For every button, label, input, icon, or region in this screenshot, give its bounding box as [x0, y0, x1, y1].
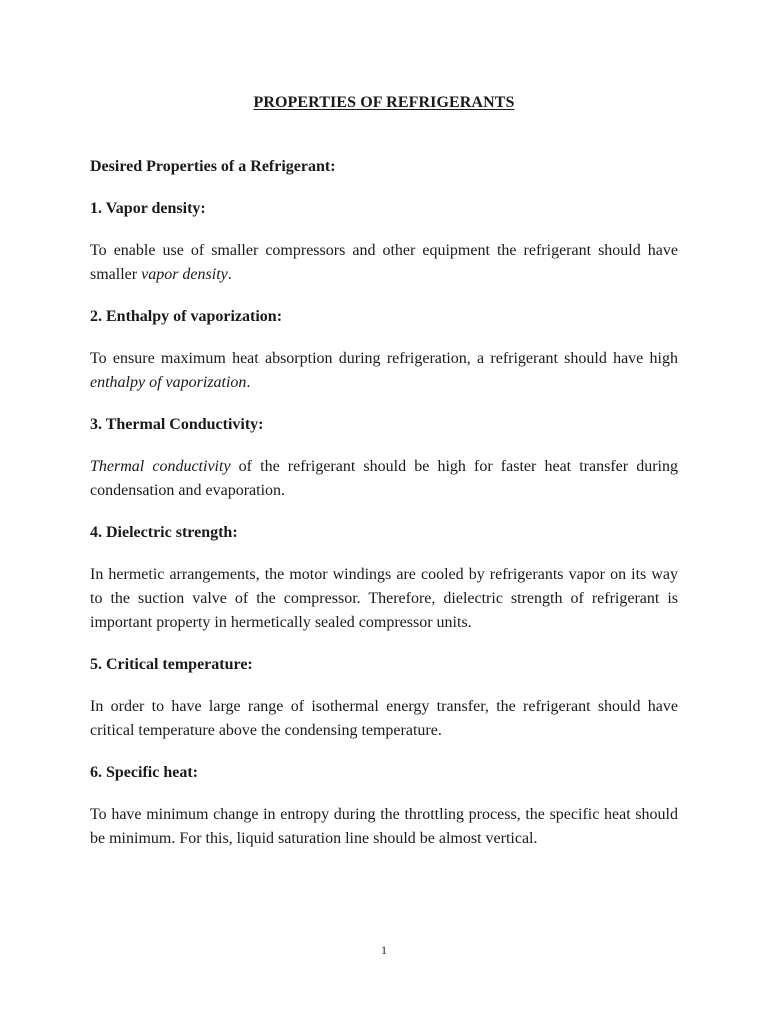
paragraph-text: . [246, 374, 251, 391]
heading-critical-temperature: 5. Critical temperature: [90, 656, 253, 673]
document-title: PROPERTIES OF REFRIGERANTS [253, 94, 515, 111]
paragraph-text: . [227, 266, 232, 283]
emphasis-term: enthalpy of vaporization [90, 374, 247, 391]
paragraph-specific-heat: To have minimum change in entropy during the throttling process, the specific heat should be minimum. For this, liquid saturation line should be almost vertical. [90, 806, 678, 847]
paragraph-text: of the refrigerant should be high for faster heat transfer during condensation and evaporation. [90, 458, 678, 499]
paragraph-enthalpy [90, 347, 678, 395]
section-subtitle: Desired Properties of a Refrigerant: [90, 158, 336, 175]
paragraph-text: To ensure maximum heat absorption during refrigeration, a refrigerant should have high [90, 350, 678, 367]
heading-specific-heat: 6. Specific heat: [90, 764, 198, 781]
paragraph-dielectric-strength: In hermetic arrangements, the motor windings are cooled by refrigerants vapor on its way to the suction valve of the compressor. Therefore, dielectric strength of refrigerant is important property in hermetically sealed compressor units. [90, 566, 678, 631]
emphasis-term: vapor density [141, 266, 228, 283]
paragraph-text: To enable use of smaller compressors and other equipment the refrigerant should have smaller [90, 242, 678, 283]
heading-vapor-density: 1. Vapor density: [90, 200, 206, 217]
paragraph-vapor-density [90, 239, 678, 287]
emphasis-term: Thermal conductivity [90, 458, 231, 475]
heading-dielectric-strength: 4. Dielectric strength: [90, 524, 238, 541]
paragraph-critical-temperature: In order to have large range of isothermal energy transfer, the refrigerant should have critical temperature above the condensing temperature. [90, 698, 678, 739]
heading-thermal-conductivity: 3. Thermal Conductivity: [90, 416, 264, 433]
heading-enthalpy: 2. Enthalpy of vaporization: [90, 308, 283, 325]
paragraph-thermal-conductivity [90, 455, 678, 503]
page-number: 1 [381, 943, 387, 957]
document-body [90, 155, 678, 869]
